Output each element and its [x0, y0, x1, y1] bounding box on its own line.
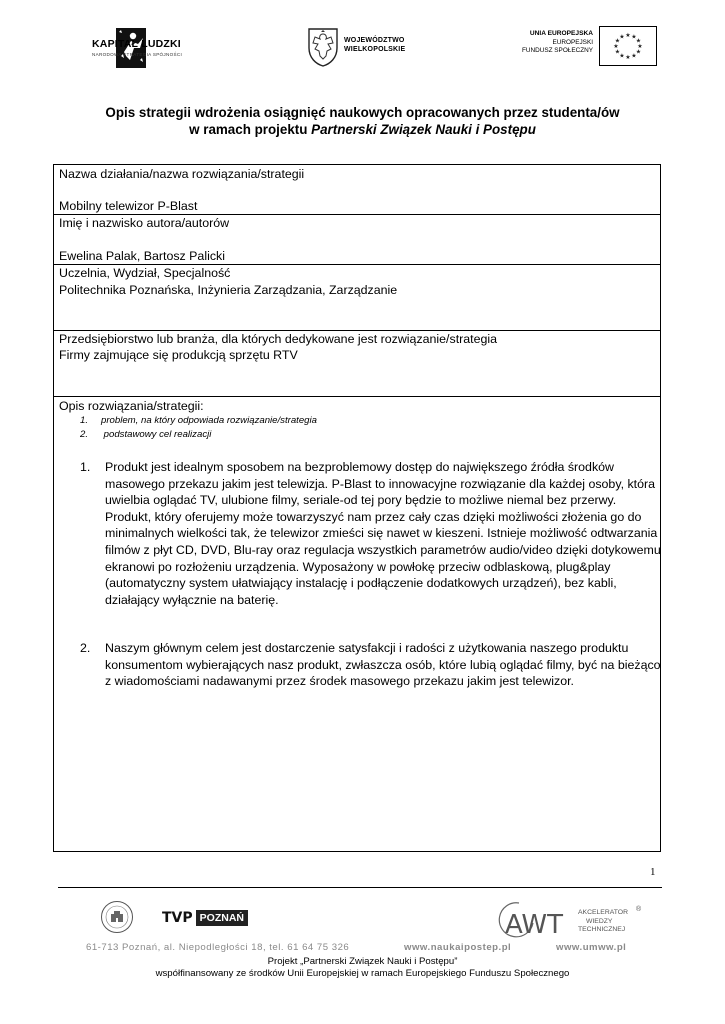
university-seal-icon: [100, 900, 134, 934]
description-point-2: 2. Naszym głównym celem jest dostarczenie satysfakcji i radości z użytkowania naszego produktu konsumentom wybierających nasz produkt, zwłaszcza osób, które lubią oglądać filmy, być na bieżąco z wiadomościami nadawanymi przez środek masowego przekazu jakim jest telewizor.: [80, 641, 661, 689]
registered-mark: ®: [636, 906, 642, 913]
description-point-1-text: Produkt jest idealnym sposobem na bezproblemowy dostęp do największego źródła środków masowego przekazu jakim jest telewizja. P-Blast to innowacyjne rozwiązanie dla każdej osoby, która uwielbia oglądać TV, ulubione filmy, seriale-od tej pory będzie to możliwe niemal bez przerwy. Produkt, który oferujemy może towarzyszyć nam przez cały czas dzięki możliwości złożenia go do minimalnych wielkości tak, że telewizor zmieści się nawet w kieszeni. Istnieje możliwość odtwarzania filmów z płyt CD, DVD, Blu-ray oraz regulacja wszystkich parametrów audio/video dzięki dotykowemu ekranowi po rozłożeniu urządzenia. Wyposażony w powłokę przeciw odblaskową, plug&play (automatyczny system ułatwiający instalację i podłączenie dodatkowych urządzeń), bez kabli, działający wyłącznie na baterię.: [105, 460, 661, 607]
wojewodztwo-wielkopolskie-name: WOJEWÓDZTWO WIELKOPOLSKIE: [344, 37, 406, 53]
footer-address: 61-713 Poznań, al. Niepodległości 18, tel. 61 64 75 326: [86, 942, 350, 953]
description-point-2-text: Naszym głównym celem jest dostarczenie satysfakcji i radości z użytkowania naszego produktu konsumentom wybierających nasz produkt, zwłaszcza osób, które lubią oglądać filmy, być na bieżąco z wiadomościami nadawanymi przez środek masowego przekazu jakim jest telewizor.: [105, 641, 661, 689]
footer-link-naukaipostep[interactable]: www.naukaipostep.pl: [404, 942, 512, 953]
svg-text:★: ★: [613, 43, 619, 50]
page-number: 1: [650, 866, 656, 878]
svg-text:★: ★: [635, 48, 642, 56]
svg-text:★: ★: [614, 37, 621, 45]
industry-label: Przedsiębiorstwo lub branża, dla których dedykowane jest rozwiązanie/strategia: [59, 332, 498, 346]
guideline-item: 2. podstawowy cel realizacji: [80, 429, 212, 440]
svg-text:★: ★: [635, 37, 642, 45]
awt-logo-icon: [497, 899, 577, 941]
eu-stars-flag-icon: [599, 26, 657, 66]
svg-text:★: ★: [631, 52, 637, 60]
svg-text:AWT: AWT: [505, 910, 563, 940]
action-name-value: Mobilny telewizor P-Blast: [59, 199, 198, 213]
tvp-poznan-logo-icon: TVP POZNAŃ: [162, 909, 248, 927]
kapital-ludzki-subtitle: NARODOWA STRATEGIA SPÓJNOŚCI: [92, 52, 183, 57]
footer-project-info: Projekt „Partnerski Związek Nauki i Postępu” współfinansowany ze środków Unii Europejskiej w ramach Europejskiego Funduszu Społecznego: [155, 956, 570, 979]
description-point-1: 1. Produkt jest idealnym sposobem na bezproblemowy dostęp do największego źródła środków masowego przekazu jakim jest telewizja. P-Blast to innowacyjne rozwiązanie dla każdej osoby, która uwielbia oglądać TV, ulubione filmy, seriale-od tej pory będzie to możliwe niemal bez przerwy. Produkt, który oferujemy może towarzyszyć nam przez cały czas dzięki możliwości złożenia go do minimalnych wielkości tak, że telewizor zmieści się nawet w kieszeni. Istnieje możliwość odtwarzania filmów z płyt CD, DVD, Blu-ray oraz regulacja wszystkich parametrów audio/video dzięki dotykowemu ekranowi po rozłożeniu urządzenia. Wyposażony w powłokę przeciw odblaskową, plug&play (automatyczny system ułatwiający instalację i podłączenie dodatkowych urządzeń), bez kabli, działający wyłącznie na baterię.: [80, 460, 661, 607]
guideline-item: 1. problem, na który odpowiada rozwiązanie/strategia: [80, 415, 317, 426]
page-title: Opis strategii wdrożenia osiągnięć naukowych opracowanych przez studenta/ów w ramach projektu Partnerski Związek Nauki i Postępu: [105, 105, 620, 137]
action-name-label: Nazwa działania/nazwa rozwiązania/strategii: [59, 167, 305, 181]
svg-text:★: ★: [631, 33, 637, 41]
industry-value: Firmy zajmujące się produkcją sprzętu RTV: [59, 348, 298, 362]
svg-text:★: ★: [619, 33, 625, 41]
university-value: Politechnika Poznańska, Inżynieria Zarządzania, Zarządzanie: [59, 283, 398, 297]
eu-fund-text: UNIA EUROPEJSKA EUROPEJSKI FUNDUSZ SPOŁECZNY: [521, 30, 593, 55]
wielkopolska-eagle-crest-icon: [306, 26, 340, 68]
university-label: Uczelnia, Wydział, Specjalność: [59, 266, 231, 280]
svg-text:★: ★: [625, 54, 631, 61]
svg-text:★: ★: [637, 43, 643, 50]
footer-link-umww[interactable]: www.umww.pl: [556, 942, 627, 953]
svg-text:★: ★: [614, 48, 621, 56]
svg-text:★: ★: [619, 52, 625, 60]
description-label: Opis rozwiązania/strategii:: [59, 399, 204, 413]
footer-divider: [58, 887, 662, 888]
kapital-ludzki-title: KAPITAŁ LUDZKI: [92, 38, 181, 50]
row-divider: [53, 396, 661, 397]
awt-name: AKCELERATOR WIEDZY TECHNICZNEJ: [578, 909, 628, 934]
author-value: Ewelina Palak, Bartosz Palicki: [59, 249, 225, 263]
author-label: Imię i nazwisko autora/autorów: [59, 216, 230, 230]
svg-text:★: ★: [625, 32, 631, 39]
